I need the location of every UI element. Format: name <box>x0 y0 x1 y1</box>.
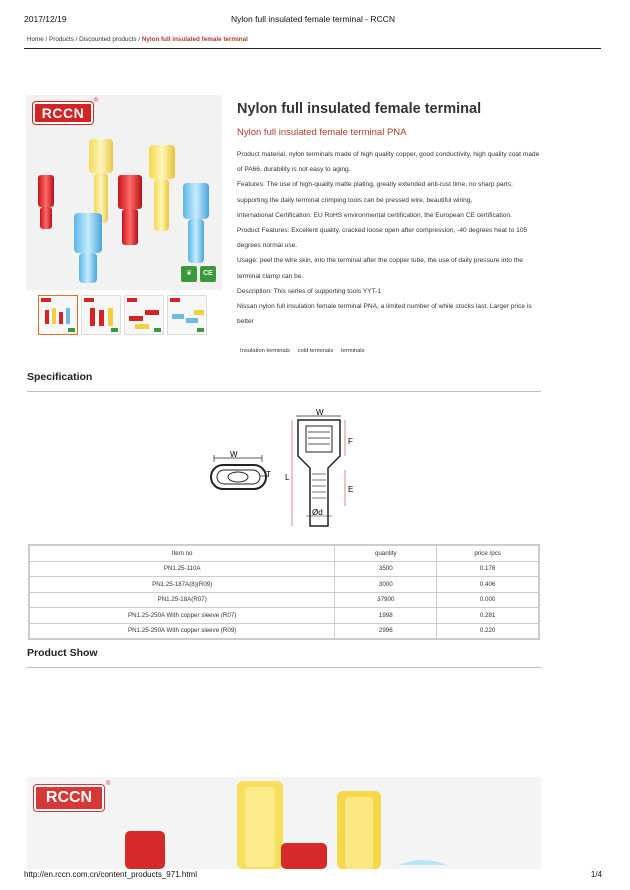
header-item-no: Item no <box>30 546 335 562</box>
breadcrumb-current: Nylon full insulated female terminal <box>141 36 248 43</box>
mini-logo <box>41 298 51 302</box>
tag-link[interactable]: cold terminals <box>297 348 334 354</box>
registered-mark: ® <box>106 781 111 787</box>
label-l: L <box>285 473 290 482</box>
product-thumbnails <box>38 295 208 335</box>
terminal-dimension-diagram <box>200 404 370 534</box>
eco-leaf-icon: ❦ <box>181 266 197 282</box>
breadcrumb-separator: / <box>75 36 80 43</box>
tag-link[interactable]: terminals <box>340 348 365 354</box>
label-w-small: W <box>230 450 238 459</box>
cell-item-no: PN1.25-110A <box>30 561 335 577</box>
product-tags <box>240 348 371 354</box>
breadcrumb-separator: / <box>138 36 142 43</box>
specification-heading: Specification <box>27 371 93 383</box>
description-paragraph: Features: The use of high-quality matte plating, greatly extended anti-rust time, no sharp parts; supporting the daily terminal crimping tools can be pressed wire, beautiful wiring, <box>237 181 513 204</box>
product-subtitle: Nylon full insulated female terminal PNA <box>237 127 407 138</box>
header-price: price /pcs <box>437 546 539 562</box>
thumbnail-2[interactable] <box>81 295 121 335</box>
breadcrumb-products[interactable]: Products <box>49 36 74 43</box>
thumbnail-1[interactable] <box>38 295 78 335</box>
table-header-row <box>30 546 539 562</box>
mini-logo <box>127 298 137 302</box>
mini-cert <box>68 328 75 332</box>
certification-badges <box>181 266 216 282</box>
description-paragraph: Description: This series of supporting tools YYT-1 <box>237 287 382 295</box>
page-url: http://en.rccn.com.cn/content_products_971.html <box>24 870 197 879</box>
table-row <box>30 577 539 593</box>
cell-quantity: 3500 <box>335 561 437 577</box>
product-show-photo <box>27 777 541 869</box>
ce-mark-icon: CE <box>200 266 216 282</box>
specification-divider <box>27 391 541 392</box>
spec-table <box>29 545 539 639</box>
print-title: Nylon full insulated female terminal - RCCN <box>231 14 395 24</box>
cell-quantity: 37900 <box>335 592 437 608</box>
label-d: Ød <box>312 508 323 517</box>
product-main-image[interactable] <box>26 95 222 290</box>
mini-logo <box>170 298 180 302</box>
label-e: E <box>348 485 354 494</box>
table-row <box>30 561 539 577</box>
table-row <box>30 623 539 639</box>
breadcrumb-discounted[interactable]: Discounted products <box>79 36 137 43</box>
product-description <box>237 147 542 329</box>
cell-quantity: 1998 <box>335 608 437 624</box>
rccn-logo: RCCN <box>34 785 104 811</box>
cell-quantity: 3000 <box>335 577 437 593</box>
product-show-heading: Product Show <box>27 647 98 659</box>
print-footer <box>24 870 602 882</box>
cell-quantity: 2996 <box>335 623 437 639</box>
tag-link[interactable]: Insulation terminals <box>240 348 290 354</box>
breadcrumb-home[interactable]: Home <box>27 36 44 43</box>
description-paragraph: Usage: peel the wire skin, into the terminal after the copper tube, the use of daily pressure into the terminal clamp can be. <box>237 257 523 280</box>
thumbnail-4[interactable] <box>167 295 207 335</box>
print-date: 2017/12/19 <box>24 14 67 24</box>
description-paragraph: Nissan nylon full insulation female terminal PNA, a limited number of while stocks last. Larger price is better <box>237 303 532 326</box>
cell-item-no: PN1.25-187A(8)(R09) <box>30 577 335 593</box>
product-show-image <box>27 777 541 869</box>
registered-mark: ® <box>94 98 99 104</box>
cell-item-no: PN1.25-250A With copper sleeve (R09) <box>30 623 335 639</box>
breadcrumb-divider <box>24 48 601 49</box>
breadcrumb-separator: / <box>45 36 50 43</box>
page-number: 1/4 <box>590 870 602 879</box>
table-row <box>30 592 539 608</box>
cell-price: 0.406 <box>437 577 539 593</box>
description-paragraph: Product Features: Excellent quality, cracked loose open after compression, -40 degrees heat to 105 degrees normal use. <box>237 227 528 250</box>
label-w: W <box>316 408 324 417</box>
description-paragraph: Product material, nylon terminals made of high quality copper, good conductivity, high quality coat made of PA66, durability is not easy to aging. <box>237 151 540 174</box>
cell-price: 0.281 <box>437 608 539 624</box>
product-title: Nylon full insulated female terminal <box>237 101 482 117</box>
product-show-divider <box>27 667 541 668</box>
dimension-drawing <box>200 404 370 534</box>
mini-cert <box>111 328 118 332</box>
terminals-photo <box>26 95 222 290</box>
print-header <box>24 14 602 26</box>
cell-price: 0.220 <box>437 623 539 639</box>
label-t: T <box>266 470 271 479</box>
rccn-logo: RCCN <box>33 102 93 124</box>
cell-price: 0.000 <box>437 592 539 608</box>
breadcrumb <box>27 36 248 43</box>
thumbnail-3[interactable] <box>124 295 164 335</box>
description-paragraph: International Certification: EU RoHS environmental certification, the European CE certification. <box>237 211 512 219</box>
cell-price: 0.178 <box>437 561 539 577</box>
label-f: F <box>348 437 353 446</box>
cell-item-no: PN1.25-250A With copper sleeve (R07) <box>30 608 335 624</box>
mini-cert <box>197 328 204 332</box>
mini-logo <box>84 298 94 302</box>
table-row <box>30 608 539 624</box>
mini-cert <box>154 328 161 332</box>
cell-item-no: PN1.25-18A(R07) <box>30 592 335 608</box>
header-quantity: quantity <box>335 546 437 562</box>
